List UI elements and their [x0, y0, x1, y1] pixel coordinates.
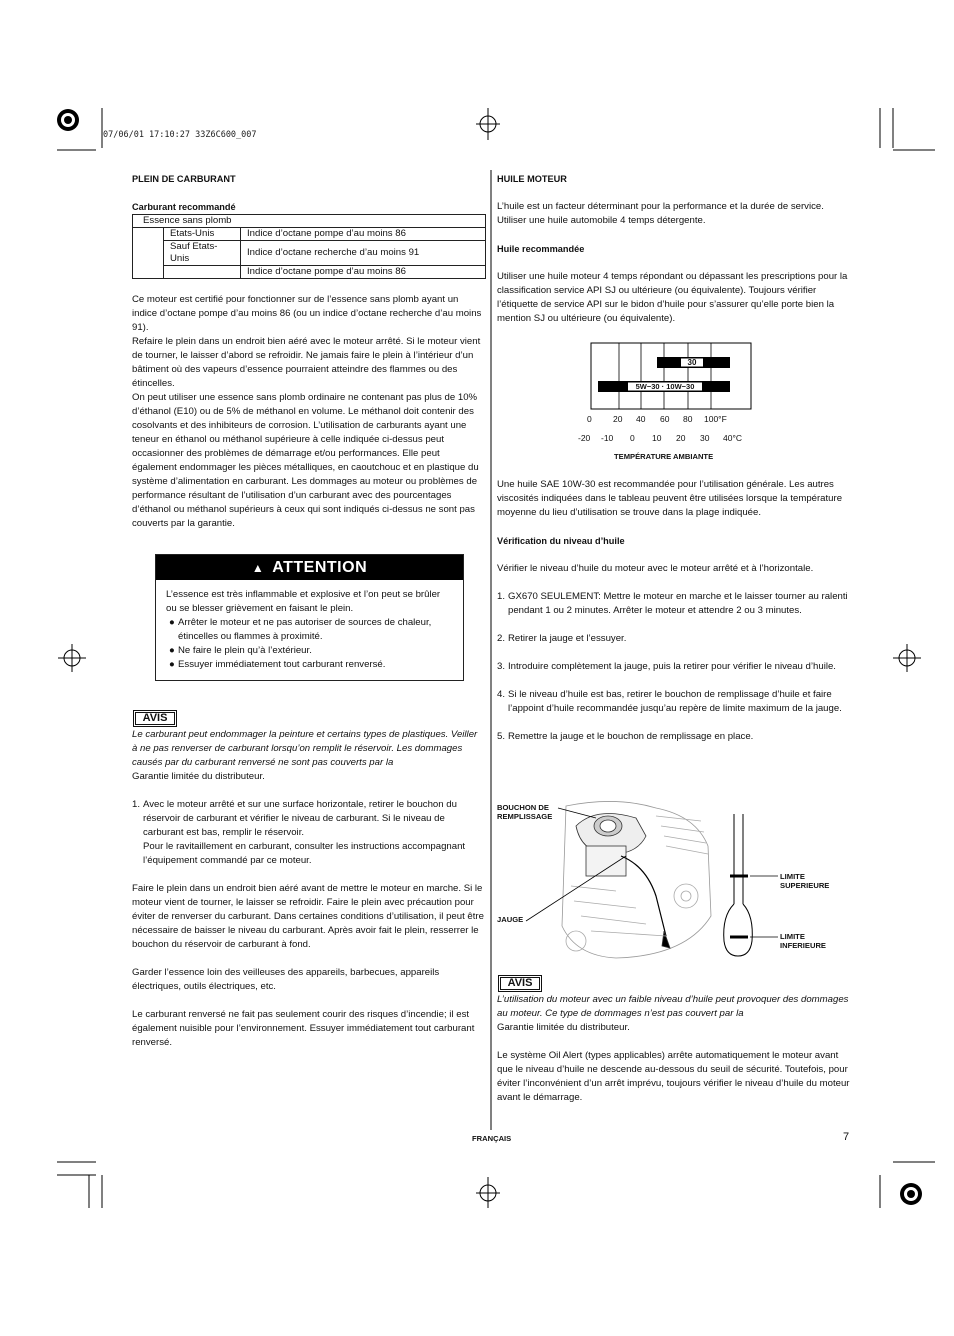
f-tick: 20 [613, 414, 623, 424]
fuel-table-header: Essence sans plomb [133, 215, 486, 228]
c-tick: 10 [652, 433, 662, 443]
left-column [132, 172, 484, 531]
upper-limit-label: LIMITE SUPERIEURE [780, 872, 830, 890]
page-number: 7 [843, 1131, 850, 1143]
c-tick: 20 [676, 433, 686, 443]
c-tick: -10 [601, 433, 614, 443]
fuel-region [164, 266, 241, 279]
attention-intro: L’essence est très inflammable et explosive et l’on peut se brûler ou se blesser grièvement en faisant le plein. [166, 589, 441, 614]
right-column-lower [497, 993, 855, 1105]
fuel-table [132, 214, 486, 279]
oil-step: 1. GX670 SEULEMENT: Mettre le moteur en marche et le laisser tourner au ralenti pendant 1 ou 2 minutes. Arrêter le moteur et attendre 2 ou 3 minutes. [497, 591, 848, 616]
right-column [497, 172, 855, 326]
footer-language: FRANÇAIS [472, 1134, 512, 1143]
oil-step: 2. Retirer la jauge et l’essuyer. [497, 633, 627, 644]
oil-step: 3. Introduire complètement la jauge, puis la retirer pour vérifier le niveau d’huile. [497, 661, 836, 672]
lower-limit-label: LIMITE INFERIEURE [780, 932, 826, 950]
fuel-para-3: On peut utiliser une essence sans plomb ordinaire ne contenant pas plus de 10% d’éthanol (E10) ou de 5% de méthanol en volume. Le méthanol doit contenir des cosolvants et des inhibiteurs de corrosion. L’utilisation de carburants ayant une teneur en éthanol ou méthanol supérieure à celle indiquée ci-dessus peut occasionner des problèmes de démarrage et/ou performances. Elle peut également endommager les pièces métalliques, en caoutchouc et en plastique du système d’alimentation en carburant. Les dommages au moteur ou problèmes de performance résultant de l’utilisation d’un carburant avec des pourcentages d’éthanol ou méthanol supérieurs à ceux qui sont indiqués ci-dessus ne sont pas couverts par la garantie. [132, 392, 479, 529]
c-tick: 30 [700, 433, 710, 443]
oil-para-4: Vérifier le niveau d’huile du moteur avec le moteur arrêté et à l’horizontale. [497, 563, 814, 574]
bar-label-5w30: 5W−30 · 10W−30 [635, 382, 695, 391]
avis-badge: AVIS [498, 975, 542, 992]
right-column-mid [497, 478, 855, 744]
f-tick: 0 [587, 414, 592, 424]
avis-text: Le carburant peut endommager la peinture et certains types de plastiques. Veiller à ne pas renverser de carburant lorsqu’on remplit le réservoir. Les dommages causés par du carburant renversé ne sont pas couverts par la [132, 729, 478, 768]
attention-label: ATTENTION [272, 558, 368, 576]
avis-text: L’utilisation du moteur avec un faible niveau d’huile peut provoquer des dommages au moteur. Ce type de dommages n’est pas couvert par la [497, 994, 849, 1019]
fill-cap-label: BOUCHON DE REMPLISSAGE [497, 803, 553, 821]
fuel-para-5: Garder l’essence loin des veilleuses des appareils, barbecues, appareils électriques, outils électriques, etc. [132, 967, 440, 992]
oil-step: 5. Remettre la jauge et le bouchon de remplissage en place. [497, 731, 754, 742]
section-title-oil: HUILE MOTEUR [497, 174, 567, 184]
oil-para-1: L’huile est un facteur déterminant pour la performance et la durée de service. Utiliser une huile automobile 4 temps détergente. [497, 201, 824, 226]
warning-triangle-icon: ▲ [251, 560, 265, 575]
oil-para-5: Le système Oil Alert (types applicables) arrête automatiquement le moteur avant que le niveau d’huile ne descende au-dessous du seuil de sécurité. Toutefois, pour éviter l’inconvénient d’un arrêt imprévu, toujours vérifier le niveau d’huile du moteur avant le démarrage. [497, 1050, 850, 1103]
fuel-region: Etats-Unis [164, 228, 241, 241]
c-tick: -20 [578, 433, 591, 443]
f-tick: 100°F [704, 414, 727, 424]
fuel-step-1: 1. Avec le moteur arrêté et sur une surface horizontale, retirer le bouchon du réservoir de carburant et vérifier le niveau de carburant. Si le niveau de carburant est bas, remplir le réservoir. Pour le ravitaillement en carburant, consulter les instructions accompagnant l’équipement commandé par ce moteur. [132, 799, 466, 866]
attention-bullet: Essuyer immédiatement tout carburant renversé. [178, 659, 386, 670]
avis-badge: AVIS [133, 710, 177, 727]
avis-text-normal: Garantie limitée du distributeur. [132, 771, 265, 782]
c-tick: 40°C [723, 433, 742, 443]
left-column-lower [132, 728, 484, 1050]
attention-bullet: Arrêter le moteur et ne pas autoriser de sources de chaleur, étincelles ou flammes à proximité. [178, 617, 432, 642]
fuel-para-6: Le carburant renversé ne fait pas seulement courir des risques d’incendie; il est également nuisible pour l’environnement. Essuyer immédiatement tout carburant renversé. [132, 1009, 475, 1048]
f-tick: 80 [683, 414, 693, 424]
fuel-para-2: Refaire le plein dans un endroit bien aéré avec le moteur arrêté. Si le moteur vient de tourner, le laisser d’abord se refroidir. Ne jamais faire le plein à l’intérieur d’un bâtiment où des vapeurs d’essence pourraient atteindre des flammes ou des étincelles. [132, 336, 481, 389]
oil-heading: Huile recommandée [497, 244, 585, 254]
check-heading: Vérification du niveau d’huile [497, 536, 625, 546]
fuel-value: Indice d’octane recherche d’au moins 91 [241, 241, 486, 266]
avis-text-normal: Garantie limitée du distributeur. [497, 1022, 630, 1033]
viscosity-chart [578, 340, 758, 466]
fuel-heading: Carburant recommandé [132, 202, 236, 212]
fuel-value: Indice d’octane pompe d’au moins 86 [241, 228, 486, 241]
f-tick: 60 [660, 414, 670, 424]
fuel-para-4: Faire le plein dans un endroit bien aéré avant de mettre le moteur en marche. Si le moteur vient de tourner, le laisser se refroidir. Faire le plein avec précaution pour éviter de renverser du carburant. Dans certaines conditions d’utilisation, il peut être nécessaire de baisser le niveau du carburant. Après avoir fait le plein, resserrer le bouchon du réservoir de carburant à fond. [132, 883, 484, 950]
attention-header [156, 555, 463, 580]
dipstick-label: JAUGE [497, 915, 524, 924]
print-stamp: 07/06/01 17:10:27 33Z6C600_007 [103, 130, 257, 140]
oil-step: 4. Si le niveau d’huile est bas, retirer le bouchon de remplissage d’huile et faire l’appoint d’huile recommandée jusqu’au repère de limite maximum de la jauge. [497, 689, 842, 714]
f-tick: 40 [636, 414, 646, 424]
oil-para-3: Une huile SAE 10W-30 est recommandée pour l’utilisation générale. Les autres viscosités indiquées dans le tableau peuvent être utilisées lorsque la température moyenne du lieu d’utilisation se trouve dans la plage indiquée. [497, 479, 843, 518]
section-title-fuel: PLEIN DE CARBURANT [132, 174, 236, 184]
attention-bullet: Ne faire le plein qu’à l’extérieur. [178, 645, 312, 656]
fuel-value: Indice d’octane pompe d’au moins 86 [241, 266, 486, 279]
c-tick: 0 [630, 433, 635, 443]
fuel-region: Sauf Etats-Unis [164, 241, 241, 266]
attention-box: ▲ ATTENTION L’essence est très inflammable et explosive et l’on peut se brûler ou se blesser grièvement en faisant le plein. ● Arrêter le moteur et ne pas autoriser de sources de chaleur, étincelles ou flammes à proximité. ● Ne faire le plein qu’à l’extérieur. ● Essuyer immédiatement tout carburant renversé. [155, 554, 464, 681]
chart-caption: TEMPÉRATURE AMBIANTE [614, 452, 714, 461]
oil-para-2: Utiliser une huile moteur 4 temps répondant ou dépassant les prescriptions pour la classification service API SJ ou ultérieure (ou équivalente). Toujours vérifier l’étiquette de service API sur le bidon d’huile pour s’assurer qu’elle porte bien la mention SJ ou ultérieure (ou équivalente). [497, 271, 848, 324]
bar-label-30: 30 [687, 358, 697, 367]
fuel-para-1: Ce moteur est certifié pour fonctionner sur de l’essence sans plomb ayant un indice d’octane pompe d’au moins 86 (ou un indice d’octane recherche d’au moins 91). [132, 294, 482, 333]
